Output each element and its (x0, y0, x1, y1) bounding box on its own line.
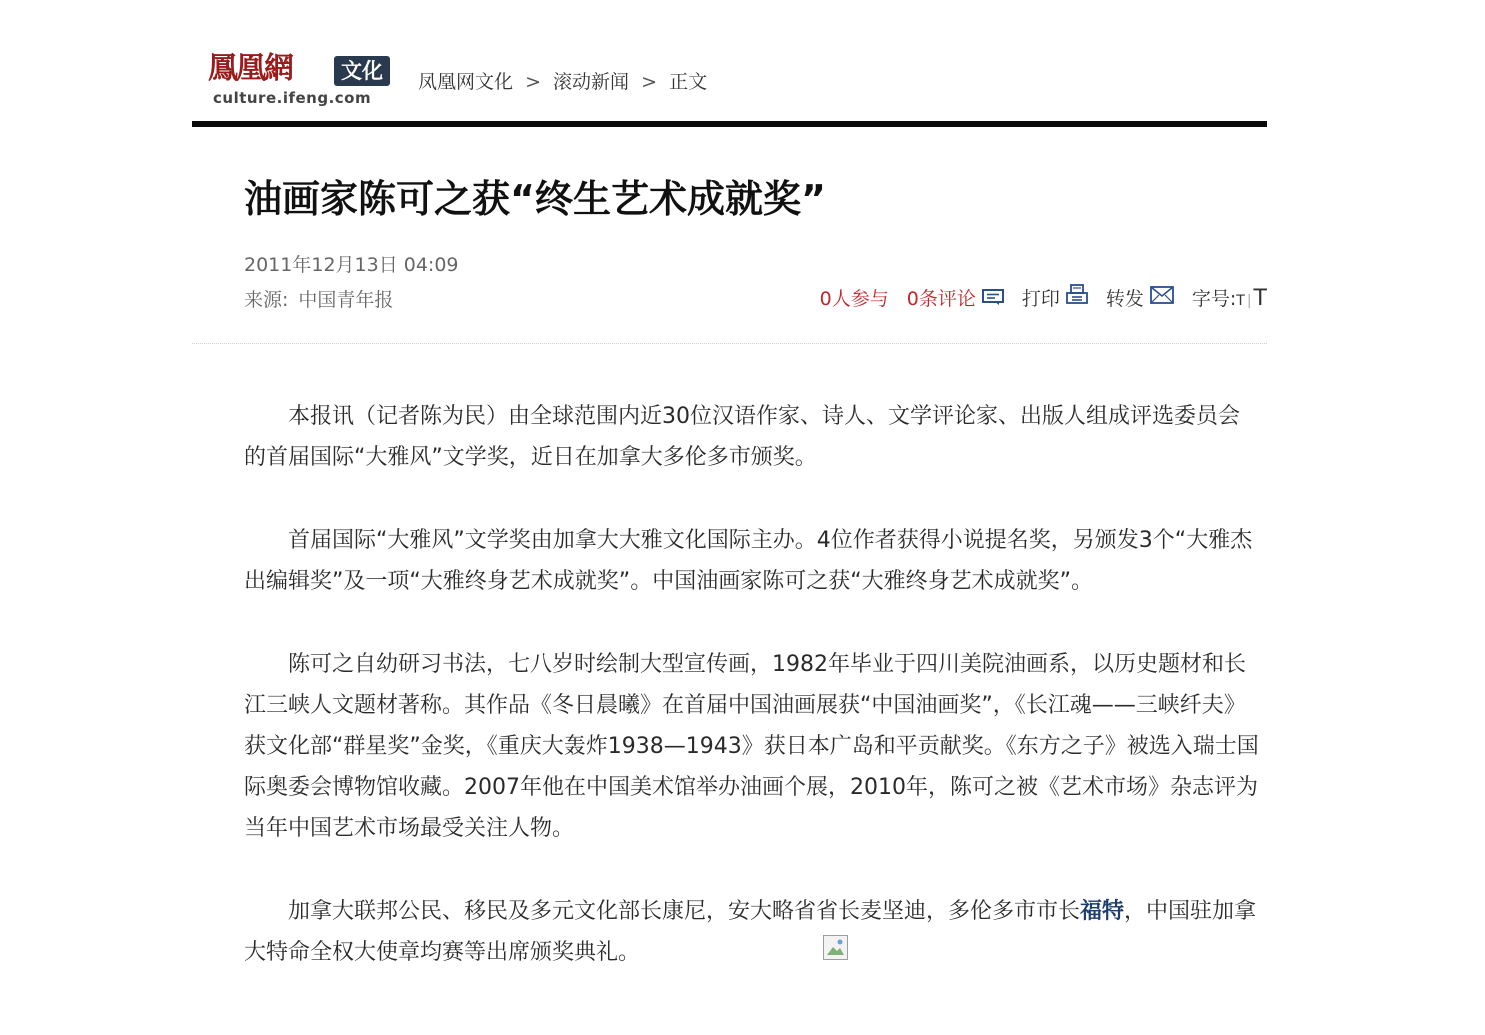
breadcrumb-item-news[interactable]: 滚动新闻 (553, 71, 630, 93)
keyword-link[interactable]: 福特 (1080, 899, 1125, 924)
forward-button[interactable] (1106, 284, 1174, 311)
paragraph-text: ，中国驻加拿大特命全权大使章均赛等出席颁奖典礼。 (244, 899, 1257, 965)
site-logo[interactable] (208, 52, 398, 112)
breadcrumb-item-home[interactable]: 凤凰网文化 (418, 71, 514, 93)
breadcrumb-separator: > (525, 71, 541, 93)
forward-label: 转发 (1105, 288, 1144, 310)
font-size-separator: | (1246, 293, 1252, 309)
publish-date: 2011年12月13日 04:09 (244, 254, 459, 276)
logo-chinese: 鳳凰網 (208, 51, 292, 86)
font-size-label: 字号: (1191, 288, 1237, 310)
article-paragraph (244, 891, 1259, 973)
comments-count-link[interactable] (907, 284, 1004, 311)
print-icon (1066, 284, 1088, 311)
print-button[interactable] (1022, 284, 1088, 311)
article-toolbar (820, 284, 1267, 311)
meta-divider (192, 343, 1267, 344)
article-title: 油画家陈可之获“终生艺术成就奖” (244, 177, 826, 221)
breadcrumb-item-current: 正文 (669, 71, 708, 93)
article-source (244, 285, 393, 312)
breadcrumb (418, 67, 707, 94)
participants-count-link[interactable]: 0人参与 (819, 288, 889, 310)
comments-count-label: 0条评论 (906, 288, 976, 310)
mail-icon (1150, 286, 1174, 309)
print-label: 打印 (1021, 288, 1060, 310)
comment-icon (982, 288, 1004, 311)
font-size-control (1192, 284, 1267, 311)
paragraph-text: 加拿大联邦公民、移民及多元文化部长康尼，安大略省省长麦坚迪，多伦多市市长 (288, 899, 1081, 924)
article-paragraph: 本报讯（记者陈为民）由全球范围内近30位汉语作家、诗人、文学评论家、出版人组成评选委员会的首届国际“大雅风”文学奖，近日在加拿大多伦多市颁奖。 (244, 404, 1240, 470)
article-body (244, 396, 1259, 1015)
font-size-small-button[interactable]: T (1236, 293, 1245, 309)
source-label: 来源: (244, 289, 289, 311)
broken-image-icon (823, 935, 848, 960)
font-size-large-button[interactable]: T (1253, 286, 1267, 311)
article-paragraph: 陈可之自幼研习书法，七八岁时绘制大型宣传画，1982年毕业于四川美院油画系，以历史题材和长江三峡人文题材著称。其作品《冬日晨曦》在首届中国油画展获“中国油画奖”，《长江魂——三峡纤夫》获文化部“群星奖”金奖，《重庆大轰炸1938—1943》获日本广岛和平贡献奖。《东方之子》被选入瑞士国际奥委会博物馆收藏。2007年他在中国美术馆举办油画个展，2010年，陈可之被《艺术市场》杂志评为当年中国艺术市场最受关注人物。 (244, 652, 1259, 841)
logo-channel-badge: 文化 (334, 56, 390, 86)
logo-domain: culture.ifeng.com (213, 89, 372, 107)
header-divider-bar (192, 121, 1267, 127)
source-value: 中国青年报 (298, 289, 394, 311)
breadcrumb-separator: > (641, 71, 658, 93)
article-paragraph: 首届国际“大雅风”文学奖由加拿大大雅文化国际主办。4位作者获得小说提名奖，另颁发3个“大雅杰出编辑奖”及一项“大雅终身艺术成就奖”。中国油画家陈可之获“大雅终身艺术成就奖”。 (244, 528, 1253, 594)
